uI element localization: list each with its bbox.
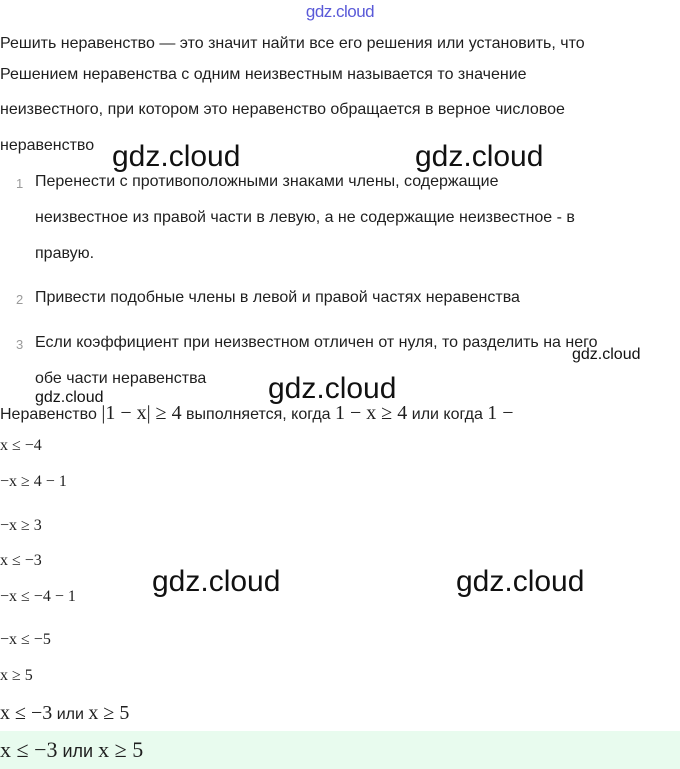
math-expression: 1 − bbox=[487, 402, 514, 424]
math-expression: 1 − x ≥ 4 bbox=[335, 402, 408, 424]
answer-or: или bbox=[62, 741, 94, 761]
watermark: gdz.cloud bbox=[35, 389, 104, 406]
math-expression: x ≤ −3 bbox=[0, 702, 53, 724]
derivation-line: x ≤ −4 bbox=[0, 437, 42, 454]
result-or: или bbox=[56, 706, 84, 723]
statement-text: или когда bbox=[411, 406, 483, 423]
derivation-line: −x ≥ 4 − 1 bbox=[0, 473, 67, 490]
intro-line-4: неравенство bbox=[0, 137, 95, 154]
statement-text: выполняется, когда bbox=[186, 406, 331, 423]
intro-line-3: неизвестного, при котором это неравенство обращается в верное числовое bbox=[0, 101, 565, 118]
watermark: gdz.cloud bbox=[268, 372, 397, 405]
intro-line-2: Решением неравенства с одним неизвестным называется то значение bbox=[0, 66, 527, 83]
watermark: gdz.cloud bbox=[152, 565, 281, 598]
step-number: 1 bbox=[16, 176, 24, 191]
watermark: gdz.cloud bbox=[572, 346, 641, 363]
step-text: Перенести с противоположными знаками члены, содержащие bbox=[35, 173, 499, 190]
step-text: правую. bbox=[35, 245, 95, 262]
step-text: Привести подобные члены в левой и правой частях неравенства bbox=[35, 289, 520, 306]
step-number: 2 bbox=[16, 292, 24, 307]
watermark: gdz.cloud bbox=[112, 140, 241, 173]
watermark: gdz.cloud bbox=[415, 140, 544, 173]
math-expression: x ≥ 5 bbox=[98, 737, 144, 762]
step-text: Если коэффициент при неизвестном отличен от нуля, то разделить на него bbox=[35, 334, 598, 351]
derivation-line: −x ≤ −4 − 1 bbox=[0, 588, 76, 605]
derivation-line: x ≤ −3 bbox=[0, 552, 42, 569]
result-line bbox=[0, 702, 129, 725]
step-text: обе части неравенства bbox=[35, 370, 207, 387]
header-watermark: gdz.cloud bbox=[305, 2, 375, 21]
answer-line bbox=[0, 737, 143, 763]
step-text: неизвестное из правой части в левую, а не содержащие неизвестное - в bbox=[35, 209, 575, 226]
math-expression: x ≥ 5 bbox=[88, 702, 130, 724]
math-expression: x ≤ −3 bbox=[0, 737, 58, 762]
intro-line-1: Решить неравенство — это значит найти все его решения или установить, что bbox=[0, 35, 585, 52]
derivation-line: −x ≤ −5 bbox=[0, 631, 51, 648]
statement-prefix: Неравенство bbox=[0, 406, 97, 423]
math-expression: |1 − x| ≥ 4 bbox=[101, 402, 182, 424]
derivation-line: x ≥ 5 bbox=[0, 667, 33, 684]
step-number: 3 bbox=[16, 337, 24, 352]
watermark: gdz.cloud bbox=[456, 565, 585, 598]
derivation-line: −x ≥ 3 bbox=[0, 517, 42, 534]
